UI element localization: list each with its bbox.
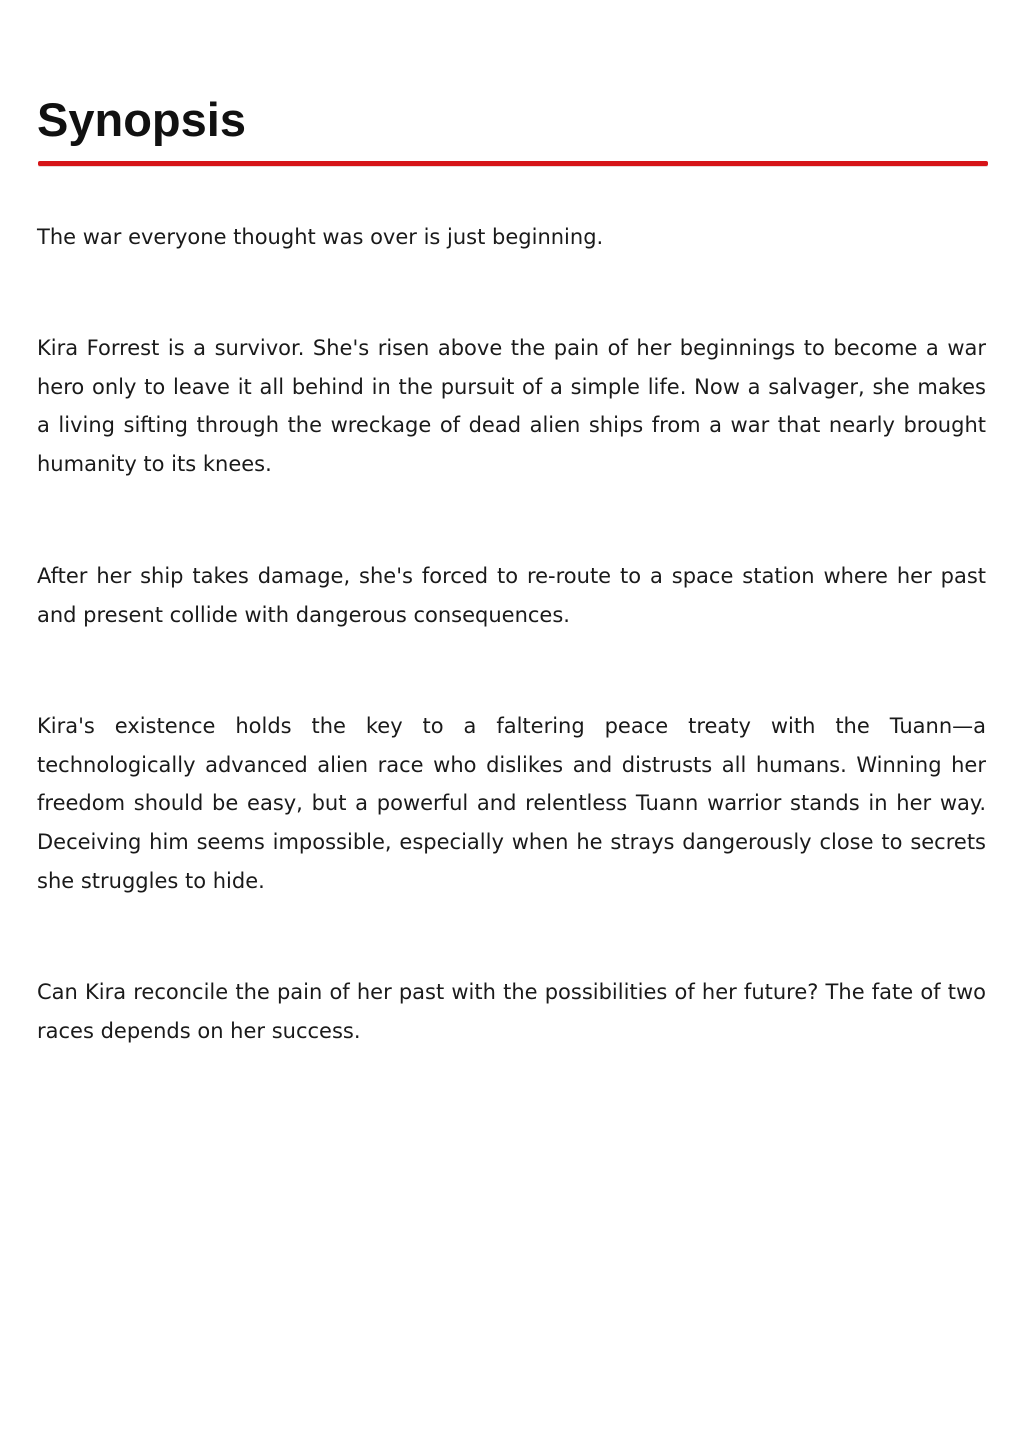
- synopsis-paragraph-5: Can Kira reconcile the pain of her past with the possibilities of her future? The fate of two races depends on her success.: [37, 980, 986, 1043]
- synopsis-paragraph-2: Kira Forrest is a survivor. She's risen above the pain of her beginnings to become a war hero only to leave it all behind in the pursuit of a simple life. Now a salvager, she makes a living sifting through the wreckage of dead alien ships from a war that nearly brought humanity to its knees.: [37, 336, 986, 477]
- title-underline-divider: [38, 161, 988, 166]
- synopsis-paragraph-4: Kira's existence holds the key to a faltering peace treaty with the Tuann—a technologically advanced alien race who dislikes and distrusts all humans. Winning her freedom should be easy, but a powerful and relentless Tuann warrior stands in her way. Deceiving him seems impossible, especially when he strays dangerously close to secrets she struggles to hide.: [37, 714, 986, 893]
- synopsis-paragraph-3: After her ship takes damage, she's forced to re-route to a space station where her past and present collide with dangerous consequences.: [37, 564, 986, 627]
- page-title: Synopsis: [37, 93, 246, 146]
- synopsis-paragraph-1: The war everyone thought was over is just beginning.: [37, 225, 604, 249]
